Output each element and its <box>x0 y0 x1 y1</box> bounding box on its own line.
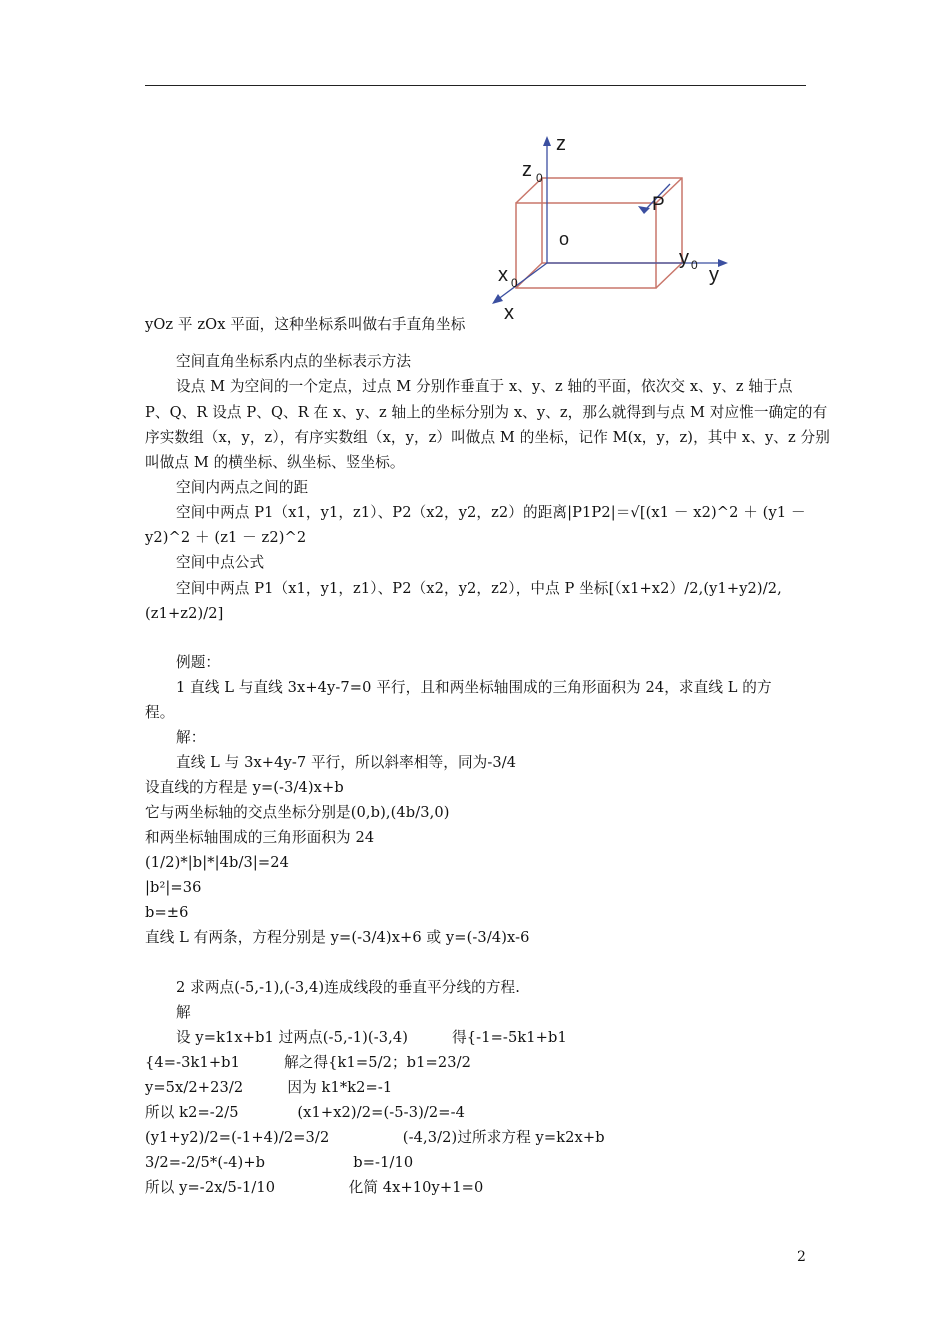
label-y0-sub: 0 <box>691 258 698 272</box>
text-line: (1/2)*|b|*|4b/3|=24 <box>145 854 290 871</box>
label-x0: x <box>498 264 508 286</box>
text-line: 它与两坐标轴的交点坐标分别是(0,b),(4b/3,0) <box>145 804 450 821</box>
text-line-distance-formula: 空间中两点 P1（x1，y1，z1）、P2（x2，y2，z2）的距离|P1P2|＝√[(x1 － x2)^2 ＋ (y1 － <box>176 504 806 521</box>
label-y0: y <box>679 247 689 269</box>
box-front-face <box>516 203 656 288</box>
label-z: z <box>556 133 566 155</box>
text-line: P、Q、R 设点 P、Q、R 在 x、y、z 轴上的坐标分别为 x、y、z，那么就得到与点 M 对应惟一确定的有 <box>145 404 828 421</box>
text-line-example2-answer: 所以 y=-2x/5-1/10 化简 4x+10y+1=0 <box>145 1179 484 1196</box>
y-arrow-icon <box>718 259 728 267</box>
text-line: y=5x/2+23/2 因为 k1*k2=-1 <box>145 1079 393 1096</box>
text-line: b=±6 <box>145 904 189 921</box>
text-line-example1-question-cont: 程。 <box>145 704 175 721</box>
text-line: |b²|=36 <box>145 879 202 896</box>
text-line-coordinate-system: yOz 平 zOx 平面，这种坐标系叫做右手直角坐标 <box>145 316 466 333</box>
box-edge <box>516 263 542 288</box>
label-y: y <box>709 264 719 286</box>
coordinate-system-figure <box>484 128 734 328</box>
text-line-example1-question: 1 直线 L 与直线 3x+4y-7=0 平行，且和两坐标轴围成的三角形面积为 24，求直线 L 的方 <box>176 679 772 696</box>
label-x0-sub: 0 <box>511 276 518 290</box>
text-line: 3/2=-2/5*(-4)+b b=-1/10 <box>145 1154 414 1171</box>
x-arrow-icon <box>492 294 503 304</box>
text-line: 和两坐标轴围成的三角形面积为 24 <box>145 829 375 846</box>
text-line-heading-midpoint: 空间中点公式 <box>176 554 265 571</box>
label-x: x <box>504 302 514 324</box>
box-back-face <box>542 178 682 263</box>
text-line-example1-answer: 直线 L 有两条，方程分别是 y=(-3/4)x+6 或 y=(-3/4)x-6 <box>145 929 530 946</box>
label-z0-sub: 0 <box>536 171 543 185</box>
text-line-midpoint-formula: 空间中两点 P1（x1，y1，z1）、P2（x2，y2，z2），中点 P 坐标[（x1+x2）/2,(y1+y2)/2, <box>176 580 782 597</box>
label-p: P <box>652 194 665 215</box>
text-line: 所以 k2=-2/5 (x1+x2)/2=(-5-3)/2=-4 <box>145 1104 466 1121</box>
label-z0: z <box>522 159 532 181</box>
text-line: (y1+y2)/2=(-1+4)/2=3/2 (-4,3/2)过所求方程 y=k2x+b <box>145 1129 605 1146</box>
text-line-midpoint-formula-cont: (z1+z2)/2] <box>145 605 224 622</box>
text-line-heading-distance: 空间内两点之间的距 <box>176 479 309 496</box>
text-line-heading-representation: 空间直角坐标系内点的坐标表示方法 <box>176 353 412 370</box>
z-arrow-icon <box>543 136 551 146</box>
text-line: 叫做点 M 的横坐标、纵坐标、竖坐标。 <box>145 454 405 471</box>
header-rule <box>145 85 806 86</box>
text-line-example2-question: 2 求两点(-5,-1),(-3,4)连成线段的垂直平分线的方程. <box>176 979 520 996</box>
text-line-solution-label: 解： <box>176 729 206 746</box>
text-line-examples-heading: 例题： <box>176 654 221 671</box>
text-line-distance-formula-cont: y2)^2 ＋ (z1 － z2)^2 <box>145 529 307 546</box>
text-line: 设直线的方程是 y=(-3/4)x+b <box>145 779 344 796</box>
text-line: 直线 L 与 3x+4y-7 平行，所以斜率相等，同为-3/4 <box>176 754 517 771</box>
text-line: 设点 M 为空间的一个定点，过点 M 分别作垂直于 x、y、z 轴的平面，依次交 x、y、z 轴于点 <box>176 378 793 395</box>
text-line-solution-label: 解 <box>176 1004 191 1021</box>
text-line: 设 y=k1x+b1 过两点(-5,-1)(-3,4) 得{-1=-5k1+b1 <box>176 1029 567 1046</box>
text-line: {4=-3k1+b1 解之得{k1=5/2；b1=23/2 <box>145 1054 472 1071</box>
label-o: o <box>559 229 570 249</box>
text-line: 序实数组（x，y，z），有序实数组（x，y，z）叫做点 M 的坐标，记作 M(x，y，z)，其中 x、y、z 分别 <box>145 429 830 446</box>
page-number: 2 <box>797 1249 806 1265</box>
